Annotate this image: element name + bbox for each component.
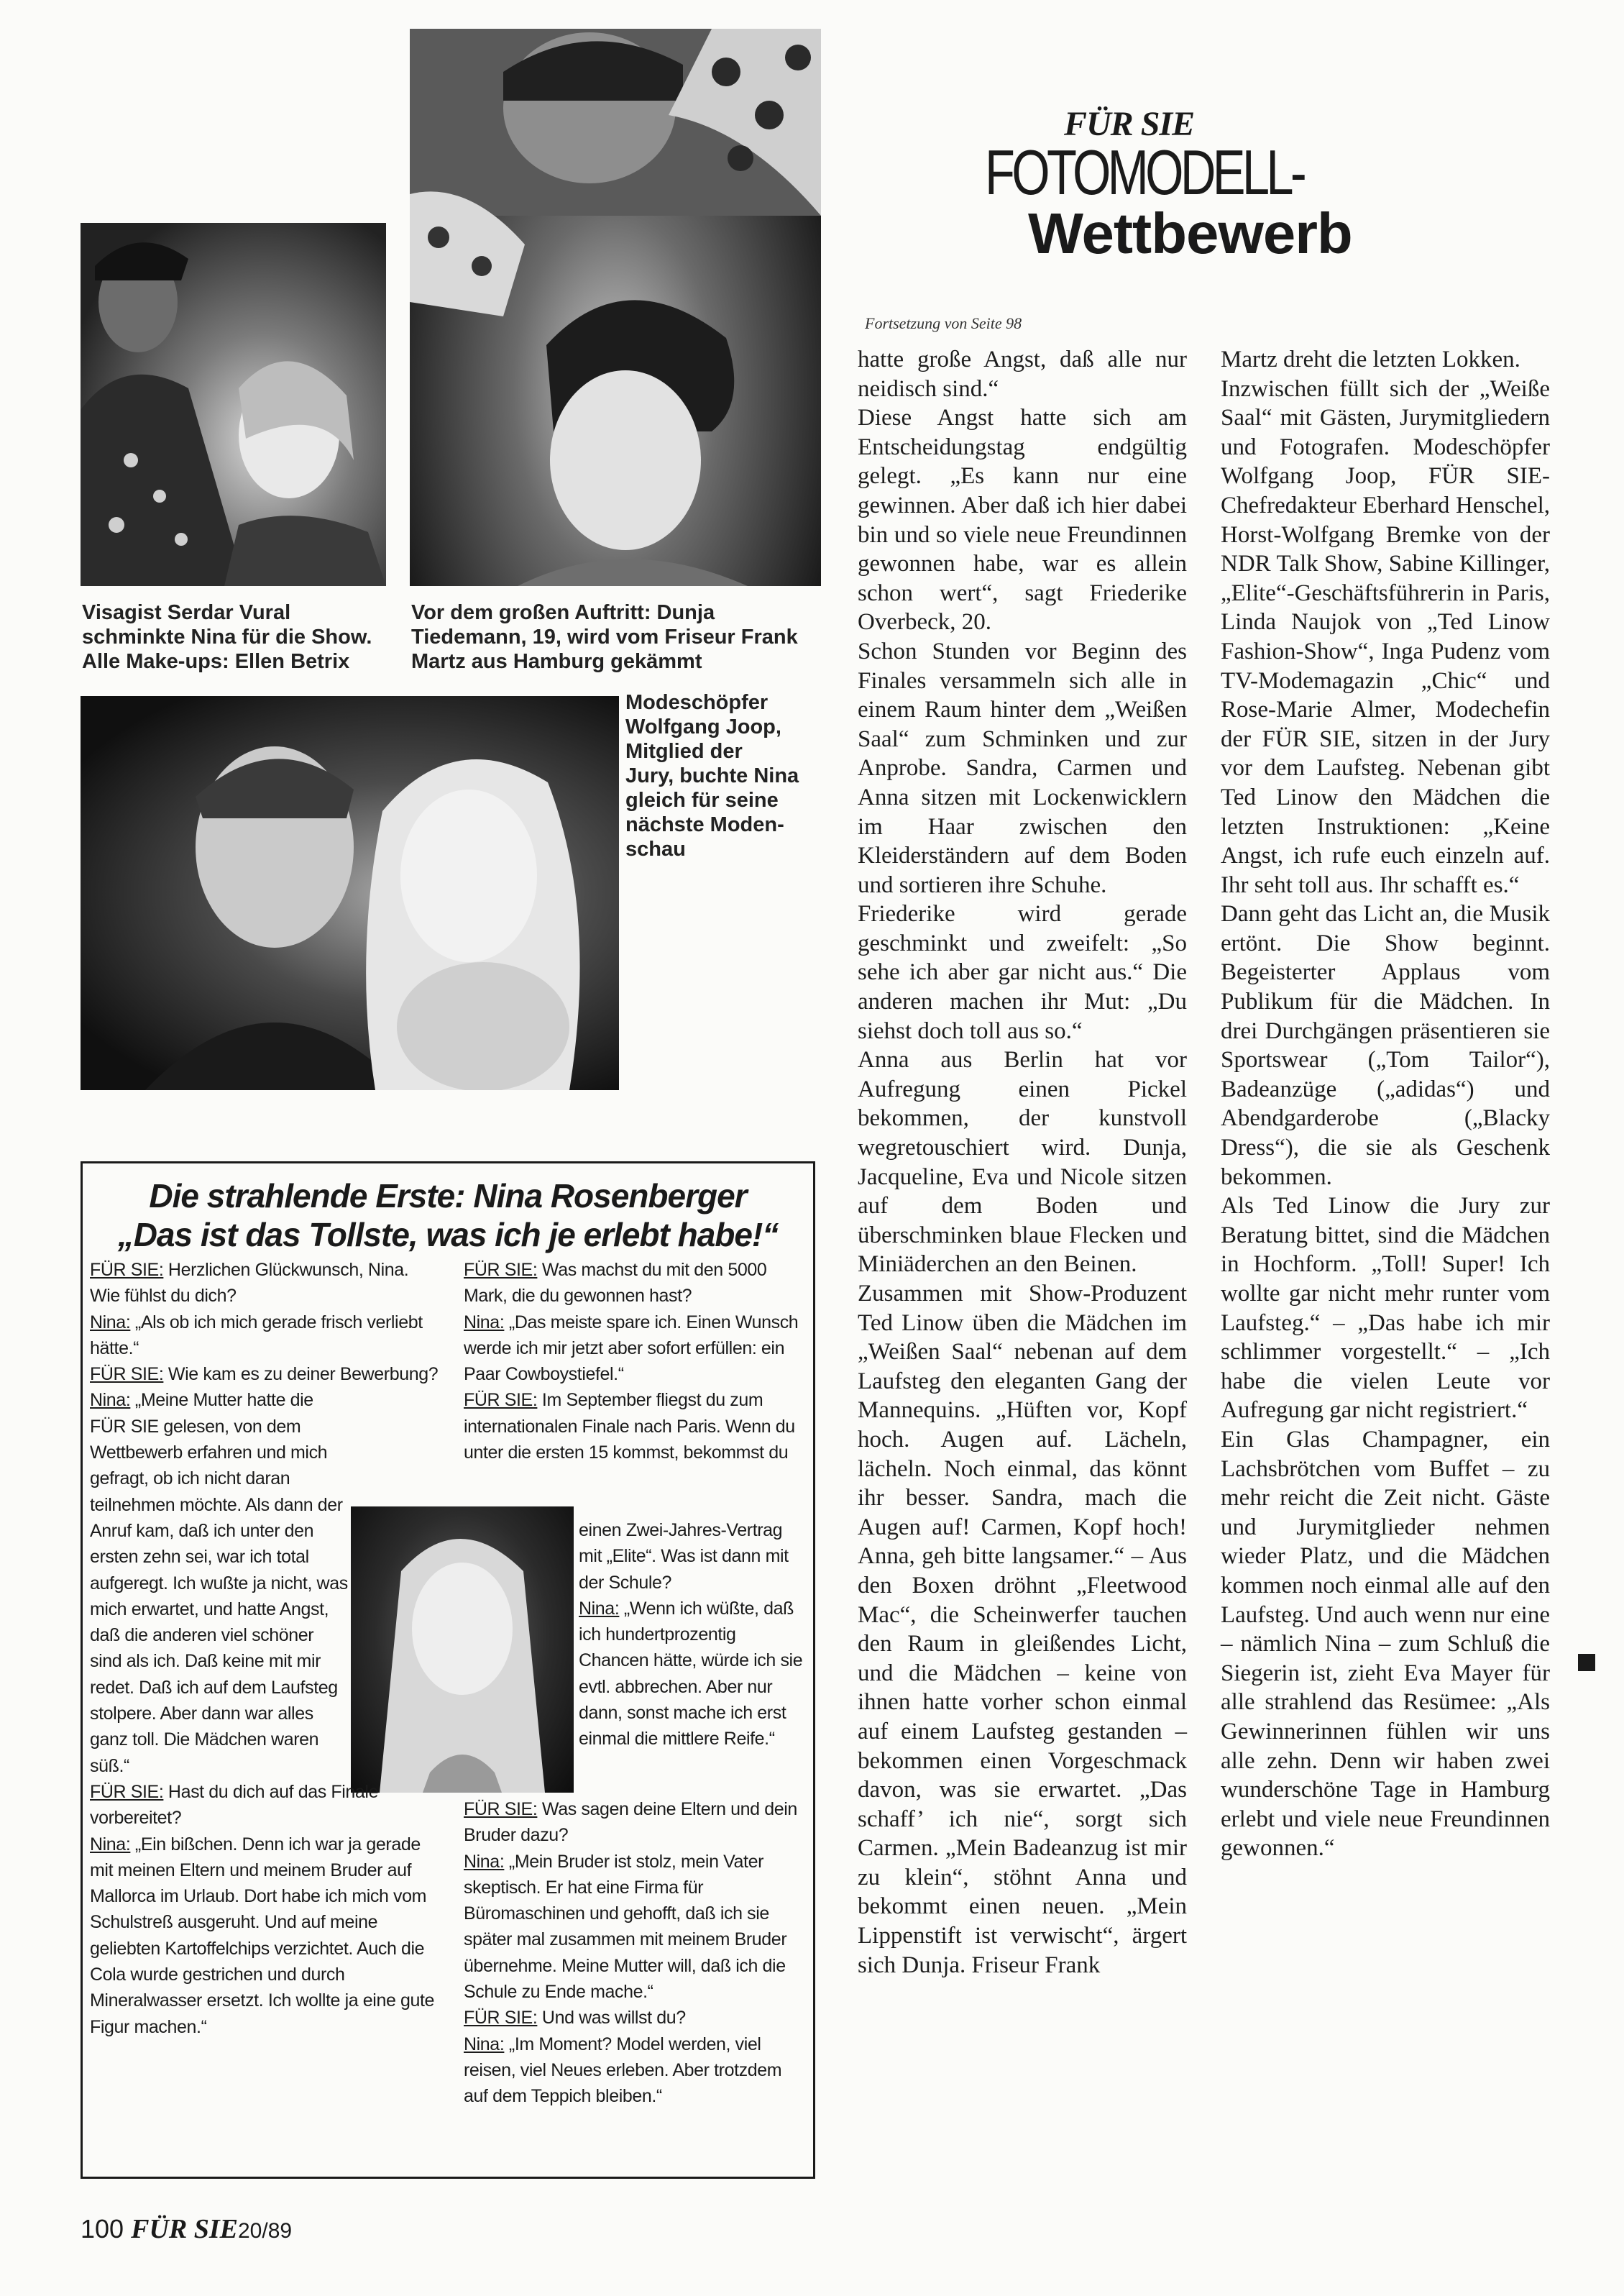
caption-dunja — [411, 600, 843, 674]
brand-logo-small: FÜR SIE — [1064, 105, 1195, 143]
paragraph: Ein Glas Champagner, ein Lachsbrötchen vom Buffet – zu mehr reicht die Zeit nicht. Gäste und Jurymitglieder nehmen wieder Platz, und die Mädchen kommen noch einmal alle auf den Laufsteg. Und auch wenn nur eine – nämlich Nina – zum Schluß die Siegerin ist, zieht Eva Mayer für alle strahlend das Resümee: „Als Gewinnerinnen fühlen wir uns alle zehn. Denn wir haben zwei wunderschöne Tage in Hamburg erlebt und viele neue Freundinnen gewonnen.“ — [1221, 1426, 1550, 1862]
photo-hairdresser — [410, 29, 821, 586]
interview-column-right-bottom — [464, 1796, 807, 2110]
paragraph: Als Ted Linow die Jury zur Beratung bittet, sind die Mädchen in Hochform. „Toll! Super! Ich wollte gar nicht mehr runter vom Laufsteg.“ – „Das habe ich mir schlimmer vorgestellt.“ – „Ich habe die vielen Leute vor Aufregung gar nicht registriert.“ — [1221, 1193, 1550, 1424]
interview-entry: FÜR SIE: Wie kam es zu deiner Bewerbung? — [90, 1364, 439, 1385]
interview-column-left — [90, 1257, 442, 2040]
caption-line: Tiedemann, 19, wird vom Friseur Frank — [411, 626, 798, 649]
caption-line: Martz aus Hamburg gekämmt — [411, 650, 702, 673]
interview-entry: FÜR SIE: Was sagen deine Eltern und dein Bruder dazu? — [464, 1799, 797, 1846]
interview-entry: Nina: „Wenn ich wüßte, daß ich hundertprozentig Chancen hätte, würde ich sie evtl. abbrechen. Aber nur dann, sonst mache ich erst einmal die mittlere Reife.“ — [579, 1598, 803, 1750]
interview-column-right-narrow — [579, 1517, 807, 1752]
caption-line: Jury, buchte Nina — [625, 764, 799, 787]
caption-line: Mitglied der — [625, 740, 743, 763]
paragraph: Dann geht das Licht an, die Musik ertönt. Die Show beginnt. Begeisterter Applaus vom Publikum für die Mädchen. In drei Durchgängen präsentieren sie Sportswear („Tom Tailor“), Badeanzüge („adidas“) und Abendgarderobe („Blacky Dress“), die sie als Geschenk bekommen. — [1221, 901, 1550, 1190]
issue-number: 20/89 — [238, 2219, 293, 2243]
section-header — [985, 104, 1445, 291]
paragraph: Martz dreht die letzten Lokken. — [1221, 347, 1520, 372]
photo-joop-nina — [81, 696, 619, 1090]
caption-line: Wolfgang Joop, — [625, 715, 781, 738]
interview-entry: FÜR SIE: Hast du dich auf das Finale vorbereitet? — [90, 1781, 379, 1829]
article-column-2 — [1221, 345, 1550, 1863]
paragraph: Anna aus Berlin hat vor Aufregung einen Pickel bekommen, der kunstvoll wegretouschiert wird. Dunja, Jacqueline, Eva und Nicole sitzen auf dem Boden und überschminken blaue Flecken und Miniäderchen an den Beinen. — [858, 1047, 1187, 1278]
photo-makeup-artist — [81, 223, 386, 586]
caption-line: Vor dem großen Auftritt: Dunja — [411, 601, 715, 624]
interview-entry: FÜR SIE: Herzlichen Glückwunsch, Nina. Wie fühlst du dich? — [90, 1260, 409, 1307]
caption-line: schminkte Nina für die Show. — [82, 626, 372, 649]
interview-entry: Nina: „Mein Bruder ist stolz, mein Vater skeptisch. Er hat eine Firma für Büromaschinen und gehofft, daß ich sie später mal zusammen mit meinem Bruder übernehme. Meine Mutter will, daß ich die Schule zu Ende mache.“ — [464, 1851, 787, 2003]
interview-headline-2: „Das ist das Tollste, was ich je erlebt habe!“ — [117, 1216, 779, 1253]
interview-entry: Nina: „Meine Mutter hatte die FÜR SIE gelesen, von dem Wettbewerb erfahren und mich gefragt, ob ich nicht daran teilnehmen möchte. Als dann der Anruf kam, daß ich unter den ersten zehn sei, war ich total aufgeregt. Ich wußte ja nicht, was mich erwartet, und hatte Angst, daß die anderen viel schöner sind als ich. Daß keine mit mir redet. Daß ich auf dem Laufsteg stolpere. Aber dann war alles ganz toll. Die Mädchen waren süß.“ — [90, 1390, 348, 1776]
end-mark — [1578, 1654, 1595, 1671]
footer-brand: FÜR SIE — [131, 2214, 238, 2244]
paragraph: hatte große Angst, daß alle nur neidisch sind.“ — [858, 347, 1187, 402]
interview-entry: FÜR SIE: Was machst du mit den 5000 Mark, die du gewonnen hast? — [464, 1260, 767, 1307]
interview-entry: Nina: „Als ob ich mich gerade frisch verliebt hätte.“ — [90, 1312, 423, 1358]
caption-line: Alle Make-ups: Ellen Betrix — [82, 650, 350, 673]
interview-headline-1: Die strahlende Erste: Nina Rosenberger — [149, 1177, 747, 1215]
paragraph: Schon Stunden vor Beginn des Finales versammeln sich alle in einem Raum hinter dem „Weißen Saal“ zum Schminken und zur Anprobe. Sandra, Carmen und Anna sitzen mit Lockenwicklern im Haar zwischen den Kleiderständern auf dem Boden und sortieren ihre Schuhe. — [858, 638, 1187, 898]
interview-entry: Nina: „Im Moment? Model werden, viel reisen, viel Neues erleben. Aber trotzdem auf dem Teppich bleiben.“ — [464, 2034, 782, 2107]
article-column-1 — [858, 345, 1187, 1980]
interview-entry: FÜR SIE: Im September fliegst du zum internationalen Finale nach Paris. Wenn du unter die ersten 15 kommst, bekommst du — [464, 1390, 795, 1463]
caption-line: Modeschöpfer — [625, 691, 769, 714]
paragraph: Diese Angst hatte sich am Entscheidungstag endgültig gelegt. „Es kann nur eine gewinnen. Aber daß ich hier dabei bin und so viele neue Freundinnen gewonnen habe, war es allein schon wert“, sagt Friederike Overbeck, 20. — [858, 405, 1187, 636]
paragraph: Inzwischen füllt sich der „Weiße Saal“ mit Gästen, Jurymitgliedern und Fotografen. Modeschöpfer Wolfgang Joop, FÜR SIE-Chefredakteur Eberhard Henschel, Horst-Wolfgang Bremke von der NDR Talk Show, Sabine Killinger, „Elite“-Geschäftsführerin in Paris, Linda Naujok von „Ted Linow Fashion-Show“, Inga Pudenz vom TV-Modemagazin „Chic“ und Rose-Marie Almer, Modechefin der FÜR SIE, sitzen in der Jury vor dem Laufsteg. Nebenan gibt Ted Linow den Mädchen die letzten Instruktionen: „Keine Angst, ich rufe euch einzeln auf. Ihr seht toll aus. Ihr schafft es.“ — [1221, 375, 1550, 898]
page-number: 100 — [81, 2214, 124, 2244]
interview-box — [81, 1161, 815, 2179]
caption-joop — [625, 690, 827, 861]
interview-entry: Nina: „Das meiste spare ich. Einen Wunsch werde ich mir jetzt aber sofort erfüllen: ein Paar Cowboystiefel.“ — [464, 1312, 799, 1385]
caption-visagist — [82, 600, 398, 674]
caption-line: gleich für seine — [625, 789, 779, 812]
interview-entry: Nina: „Ein bißchen. Denn ich war ja gerade mit meinen Eltern und meinem Bruder auf Mallorca im Urlaub. Dort habe ich mich vom Schulstreß ausgeruht. Und auf meine geliebten Kartoffelchips verzichtet. Auch die Cola wurde gestrichen und durch Mineralwasser ersetzt. Ich wollte ja eine gute Figur machen.“ — [90, 1834, 435, 2037]
interview-column-right-top — [464, 1257, 807, 1465]
interview-entry: einen Zwei-Jahres-Vertrag mit „Elite“. Was ist dann mit der Schule? — [579, 1520, 789, 1593]
page-footer — [81, 2213, 292, 2245]
section-title-line2: Wettbewerb — [1028, 201, 1352, 265]
caption-line: Visagist Serdar Vural — [82, 601, 291, 624]
section-title-line1: FOTOMODELL- — [985, 137, 1304, 208]
caption-line: nächste Moden- — [625, 813, 784, 836]
paragraph: Zusammen mit Show-Produzent Ted Linow üben die Mädchen im „Weißen Saal“ nebenan auf dem Laufsteg den eleganten Gang der Mannequins. „Hüften vor, Kopf hoch. Augen auf. Lächeln, lächeln. Noch einmal, das könnt ihr besser. Sandra, mach die Augen auf! Carmen, Kopf hoch! Anna, geh bitte langsamer.“ – Aus den Boxen dröhnt „Fleetwood Mac“, die Scheinwerfer tauchen den Raum in gleißendes Licht, und die Mädchen – keine von ihnen hatte vorher schon einmal auf einem Laufsteg gestanden – bekommen einen Vorgeschmack davon, was sie erwartet. „Das schaff’ ich nie“, sorgt sich Carmen. „Mein Badeanzug ist mir zu klein“, stöhnt Anna und bekommt einen neuen. „Mein Lippenstift ist verwischt“, ärgert sich Dunja. Friseur Frank — [858, 1281, 1187, 1978]
paragraph: Friederike wird gerade geschminkt und zweifelt: „So sehe ich aber gar nicht aus.“ Die anderen machen ihr Mut: „Du siehst doch toll aus so.“ — [858, 901, 1187, 1044]
caption-line: schau — [625, 838, 686, 861]
continuation-note: Fortsetzung von Seite 98 — [865, 314, 1022, 332]
interview-entry: FÜR SIE: Und was willst du? — [464, 2008, 686, 2029]
